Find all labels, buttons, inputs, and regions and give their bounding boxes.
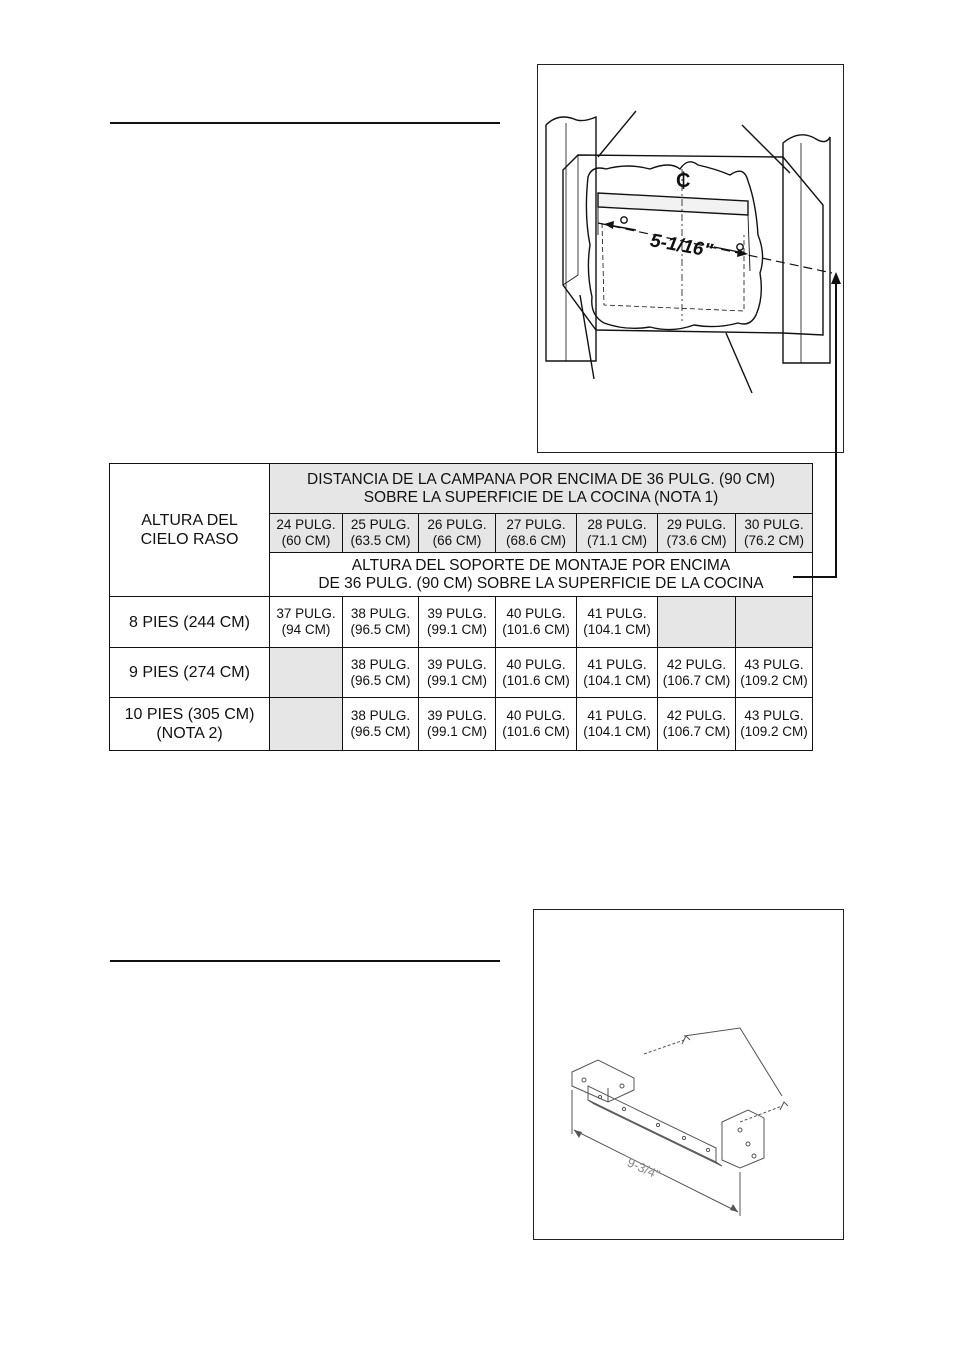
- empty-cell: [270, 698, 343, 751]
- mount-cell: 40 PULG. (101.6 CM): [496, 698, 577, 751]
- mounting-height-table: [109, 463, 813, 751]
- ceiling-row-label: 9 PIES (274 CM): [110, 648, 270, 698]
- mount-cell: 42 PULG. (106.7 CM): [658, 698, 736, 751]
- mount-cell: 43 PULG. (109.2 CM): [736, 698, 813, 751]
- ceiling-row-label: 10 PIES (305 CM) (NOTA 2): [110, 698, 270, 751]
- mount-cell: 39 PULG. (99.1 CM): [419, 648, 496, 698]
- mount-cell: 42 PULG. (106.7 CM): [658, 648, 736, 698]
- ceiling-row-label: 8 PIES (244 CM): [110, 597, 270, 648]
- bracket-hardware-illustration: [534, 910, 845, 1241]
- mount-cell: 38 PULG. (96.5 CM): [343, 597, 419, 648]
- mount-cell: 38 PULG. (96.5 CM): [343, 698, 419, 751]
- distance-cell: 27 PULG. (68.6 CM): [496, 514, 577, 553]
- mount-cell: 43 PULG. (109.2 CM): [736, 648, 813, 698]
- empty-cell: [270, 648, 343, 698]
- distance-cell: 26 PULG. (66 CM): [419, 514, 496, 553]
- mounting-figure-2: [533, 909, 844, 1240]
- distance-cell: 30 PULG. (76.2 CM): [736, 514, 813, 553]
- mount-cell: 41 PULG. (104.1 CM): [577, 648, 658, 698]
- mount-cell: 41 PULG. (104.1 CM): [577, 698, 658, 751]
- mount-cell: 40 PULG. (101.6 CM): [496, 597, 577, 648]
- mount-cell: 38 PULG. (96.5 CM): [343, 648, 419, 698]
- centerline-symbol: ₵: [676, 170, 691, 192]
- distance-cell: 29 PULG. (73.6 CM): [658, 514, 736, 553]
- hood-distance-header: DISTANCIA DE LA CAMPANA POR ENCIMA DE 36 PULG. (90 CM) SOBRE LA SUPERFICIE DE LA COCINA (NOTA 1): [270, 464, 813, 514]
- mount-cell: 37 PULG. (94 CM): [270, 597, 343, 648]
- distance-cell: 24 PULG. (60 CM): [270, 514, 343, 553]
- dimension-label-9-3-4: 9-3/4": [624, 1154, 663, 1183]
- mounting-height-header: ALTURA DEL SOPORTE DE MONTAJE POR ENCIMA DE 36 PULG. (90 CM) SOBRE LA SUPERFICIE DE LA COCINA: [270, 553, 813, 597]
- mount-cell: 41 PULG. (104.1 CM): [577, 597, 658, 648]
- distance-cell: 25 PULG. (63.5 CM): [343, 514, 419, 553]
- mount-cell: 39 PULG. (99.1 CM): [419, 597, 496, 648]
- empty-cell: [658, 597, 736, 648]
- distance-cell: 28 PULG. (71.1 CM): [577, 514, 658, 553]
- dimension-label-5-1-16: 5-1/16": [648, 230, 715, 262]
- empty-cell: [736, 597, 813, 648]
- mount-cell: 39 PULG. (99.1 CM): [419, 698, 496, 751]
- ceiling-height-header: ALTURA DEL CIELO RASO: [110, 464, 270, 597]
- mount-cell: 40 PULG. (101.6 CM): [496, 648, 577, 698]
